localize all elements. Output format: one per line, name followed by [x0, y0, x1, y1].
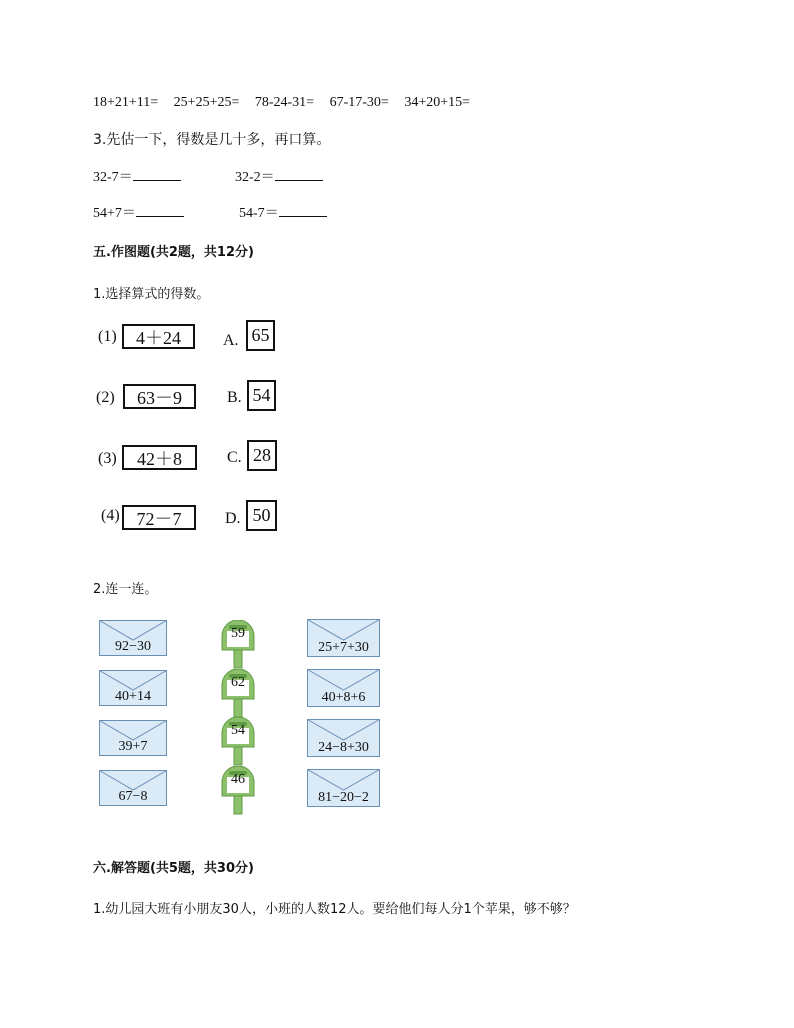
- row-number: (2): [96, 389, 115, 406]
- envelope-right[interactable]: [307, 619, 380, 657]
- envelope-left[interactable]: [99, 720, 167, 756]
- q3-expression: 54-7＝: [239, 206, 279, 221]
- q3-item: [93, 202, 184, 222]
- envelope-right[interactable]: [307, 719, 380, 757]
- answer-box: 28: [247, 440, 277, 471]
- section-heading: 五.作图题(共2题，共12分): [93, 245, 254, 260]
- q3-item: [235, 166, 323, 186]
- mailbox-number: 62: [231, 675, 245, 690]
- answer-blank[interactable]: [279, 204, 327, 217]
- answer-box: 50: [246, 500, 277, 531]
- envelope-label: 24−8+30: [318, 740, 369, 755]
- answer-blank[interactable]: [133, 168, 181, 181]
- expression-box: 42＋8: [122, 445, 197, 470]
- q3-item: [239, 202, 327, 222]
- expression-box: 63－9: [123, 384, 196, 409]
- envelope-label: 25+7+30: [318, 640, 369, 655]
- envelope-left[interactable]: [99, 620, 167, 656]
- mailbox[interactable]: [219, 669, 257, 719]
- mailbox[interactable]: [219, 717, 257, 767]
- expression-box: 72－7: [122, 505, 196, 530]
- top-equation: 34+20+15=: [404, 95, 471, 110]
- choice-letter: A.: [223, 332, 239, 349]
- question-text: 1.幼儿园大班有小朋友30人，小班的人数12人。要给他们每人分1个苹果，够不够？: [93, 902, 576, 917]
- answer-blank[interactable]: [136, 204, 184, 217]
- envelope-label: 40+14: [115, 689, 151, 704]
- top-equation: 18+21+11=: [93, 95, 159, 110]
- answer-box: 54: [247, 380, 276, 411]
- envelope-right[interactable]: [307, 769, 380, 807]
- top-equation-row: [93, 95, 482, 111]
- q3-expression: 32-2＝: [235, 170, 275, 185]
- question-title: 2.连一连。: [93, 582, 158, 597]
- top-equation: 78-24-31=: [254, 95, 315, 110]
- choice-letter: C.: [227, 449, 242, 466]
- mailbox-number: 54: [231, 723, 245, 738]
- choice-letter: B.: [227, 389, 242, 406]
- envelope-right[interactable]: [307, 669, 380, 707]
- section-heading: 六.解答题(共5题，共30分): [93, 861, 254, 876]
- row-number: (4): [101, 507, 120, 524]
- choice-letter: D.: [225, 510, 241, 527]
- answer-blank[interactable]: [275, 168, 323, 181]
- question-title: 1.选择算式的得数。: [93, 287, 210, 302]
- envelope-label: 39+7: [118, 739, 148, 754]
- envelope-left[interactable]: [99, 670, 167, 706]
- row-number: (1): [98, 328, 117, 345]
- top-equation: 25+25+25=: [173, 95, 240, 110]
- top-equation: 67-17-30=: [329, 95, 389, 110]
- q3-item: [93, 166, 181, 186]
- envelope-label: 81−20−2: [318, 790, 369, 805]
- answer-box: 65: [246, 320, 275, 351]
- mailbox-number: 59: [231, 626, 245, 641]
- envelope-label: 67−8: [118, 789, 148, 804]
- mailbox-number: 46: [231, 772, 245, 787]
- q3-title: 3.先估一下，得数是几十多，再口算。: [93, 132, 331, 148]
- mailbox[interactable]: [219, 620, 257, 670]
- expression-box: 4＋24: [122, 324, 195, 349]
- envelope-label: 40+8+6: [321, 690, 366, 705]
- q3-expression: 32-7＝: [93, 170, 133, 185]
- envelope-label: 92−30: [115, 639, 151, 654]
- envelope-left[interactable]: [99, 770, 167, 806]
- row-number: (3): [98, 450, 117, 467]
- q3-expression: 54+7＝: [93, 206, 136, 221]
- mailbox[interactable]: [219, 766, 257, 816]
